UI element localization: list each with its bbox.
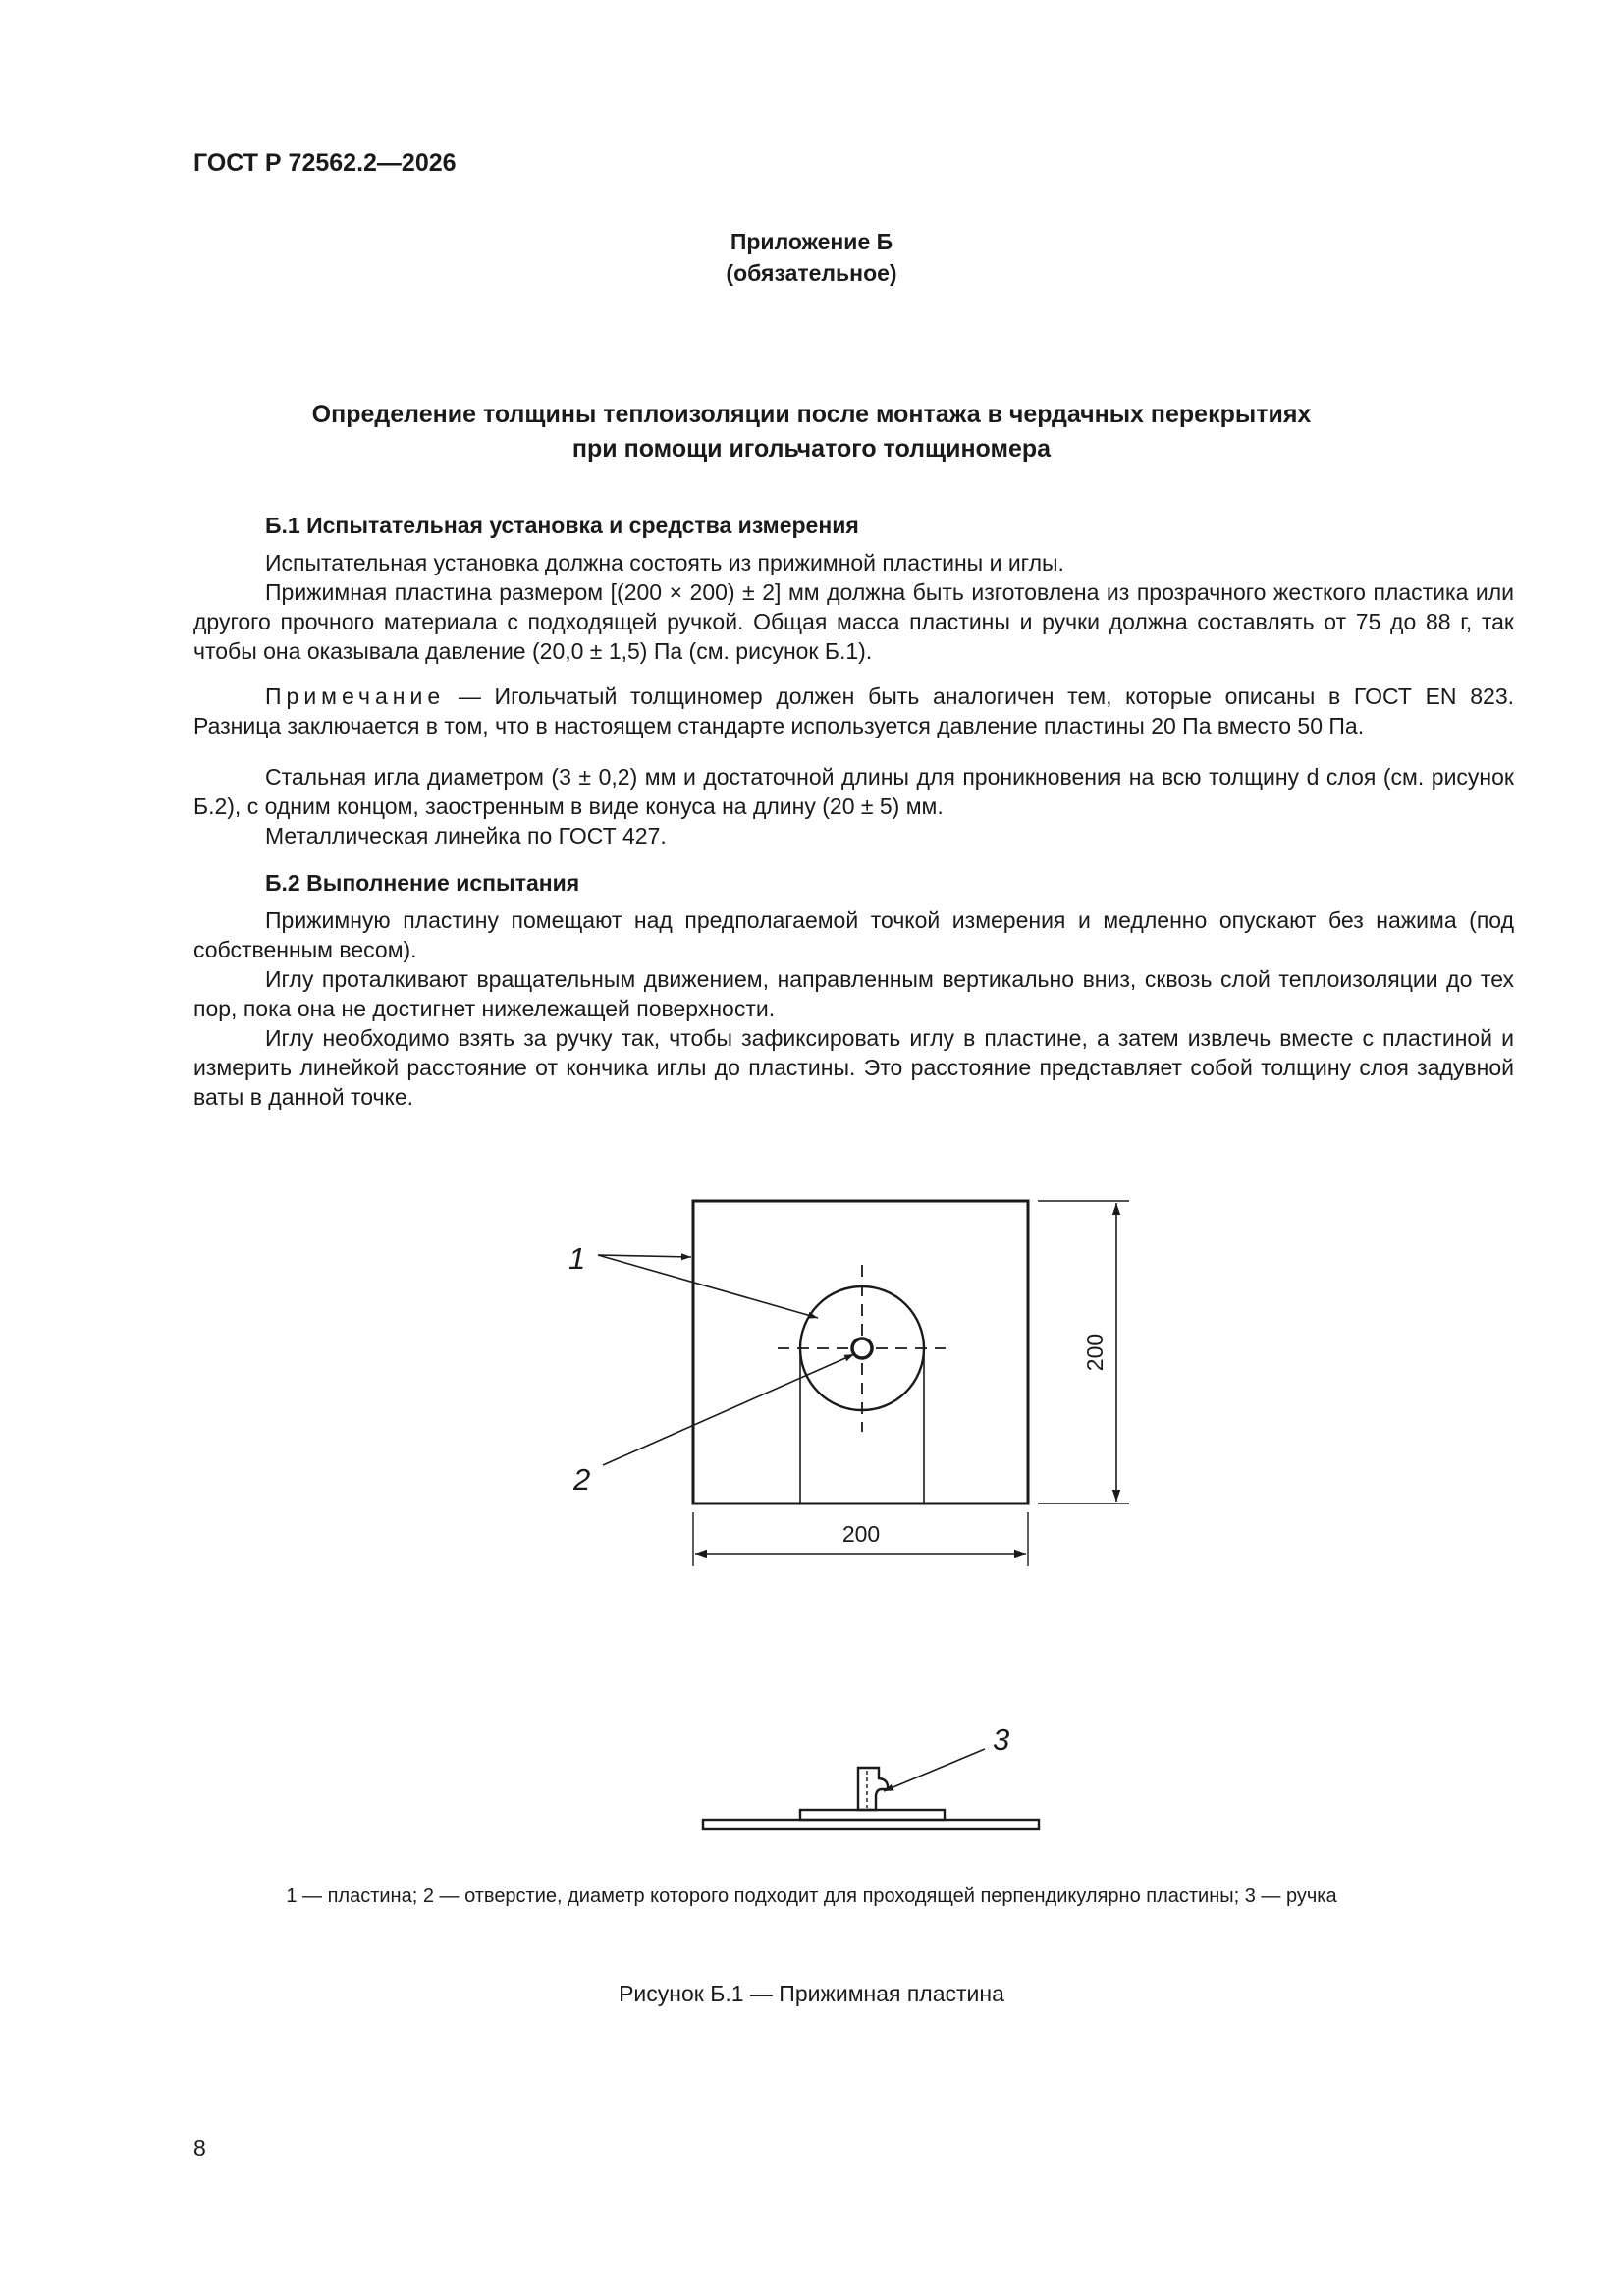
side-view-base [800,1810,945,1820]
section-2-heading: Б.2 Выполнение испытания [265,870,580,896]
callout-2-label: 2 [573,1462,591,1497]
figure-legend: 1 — пластина; 2 — отверстие, диаметр которого подходит для проходящей перпендикулярно пластины; 3 — ручка [286,1886,1337,1907]
note-text: — Игольчатый толщиномер должен быть аналогичен тем, которые описаны в ГОСТ EN 823. Разница заключается в том, что в настоящем стандарте используется давление пластины 20 Па вместо 50 Па. [193,683,1514,738]
section-2-paragraph-1: Прижимную пластину помещают над предполагаемой точкой измерения и медленно опускают без нажима (под собственным весом). [193,907,1514,962]
needle-hole [852,1339,872,1358]
note-label: Примечание [265,683,446,709]
page-number: 8 [193,2135,206,2160]
document-header: ГОСТ Р 72562.2—2026 [193,149,457,177]
callout-1-leader-plate [598,1255,691,1257]
callout-3-label: 3 [993,1722,1010,1757]
section-1-paragraph-3: Стальная игла диаметром (3 ± 0,2) мм и достаточной длины для проникновения на всю толщину d слоя (см. рисунок Б.2), с одним концом, заостренным в виде конуса на длину (20 ± 5) мм. [193,764,1514,819]
section-2-paragraph-2: Иглу проталкивают вращательным движением, направленным вертикально вниз, сквозь слой теплоизоляции до тех пор, пока она не достигнет нижележащей поверхности. [193,966,1514,1021]
appendix-name: Приложение Б [730,229,893,254]
callout-3-leader [884,1749,985,1791]
section-2-paragraph-3: Иглу необходимо взять за ручку так, чтобы зафиксировать иглу в пластине, а затем извлечь вместе с пластиной и измерить линейкой расстояние от кончика иглы до пластины. Это расстояние представляет собой толщину слоя задувной ваты в данной точке. [193,1025,1514,1110]
section-1-paragraph-4: Металлическая линейка по ГОСТ 427. [265,823,667,848]
section-1-heading: Б.1 Испытательная установка и средства измерения [265,513,859,538]
dimension-height-label: 200 [1082,1333,1108,1372]
side-view-handle [858,1768,888,1810]
dimension-width-label: 200 [841,1521,881,1547]
section-1-paragraph-1: Испытательная установка должна состоять из прижимной пластины и иглы. [265,550,1064,575]
appendix-status: (обязательное) [726,260,897,286]
callout-1-leader-circle [598,1255,818,1318]
side-view-plate [703,1820,1039,1829]
callout-2-leader [603,1354,854,1465]
appendix-title-line2: при помощи игольчатого толщиномера [571,435,1052,463]
figure-caption: Рисунок Б.1 — Прижимная пластина [619,1981,1004,2006]
callout-1-label: 1 [568,1241,586,1276]
appendix-title-line1: Определение толщины теплоизоляции после монтажа в чердачных перекрытиях [311,401,1312,428]
section-1-paragraph-2: Прижимная пластина размером [(200 × 200) ± 2] мм должна быть изготовлена из прозрачного жесткого пластика или другого прочного материала с подходящей ручкой. Общая масса пластины и ручки должна составлять от 75 до 88 г, так чтобы она оказывала давление (20,0 ± 1,5) Па (см. рисунок Б.1). [193,579,1514,664]
